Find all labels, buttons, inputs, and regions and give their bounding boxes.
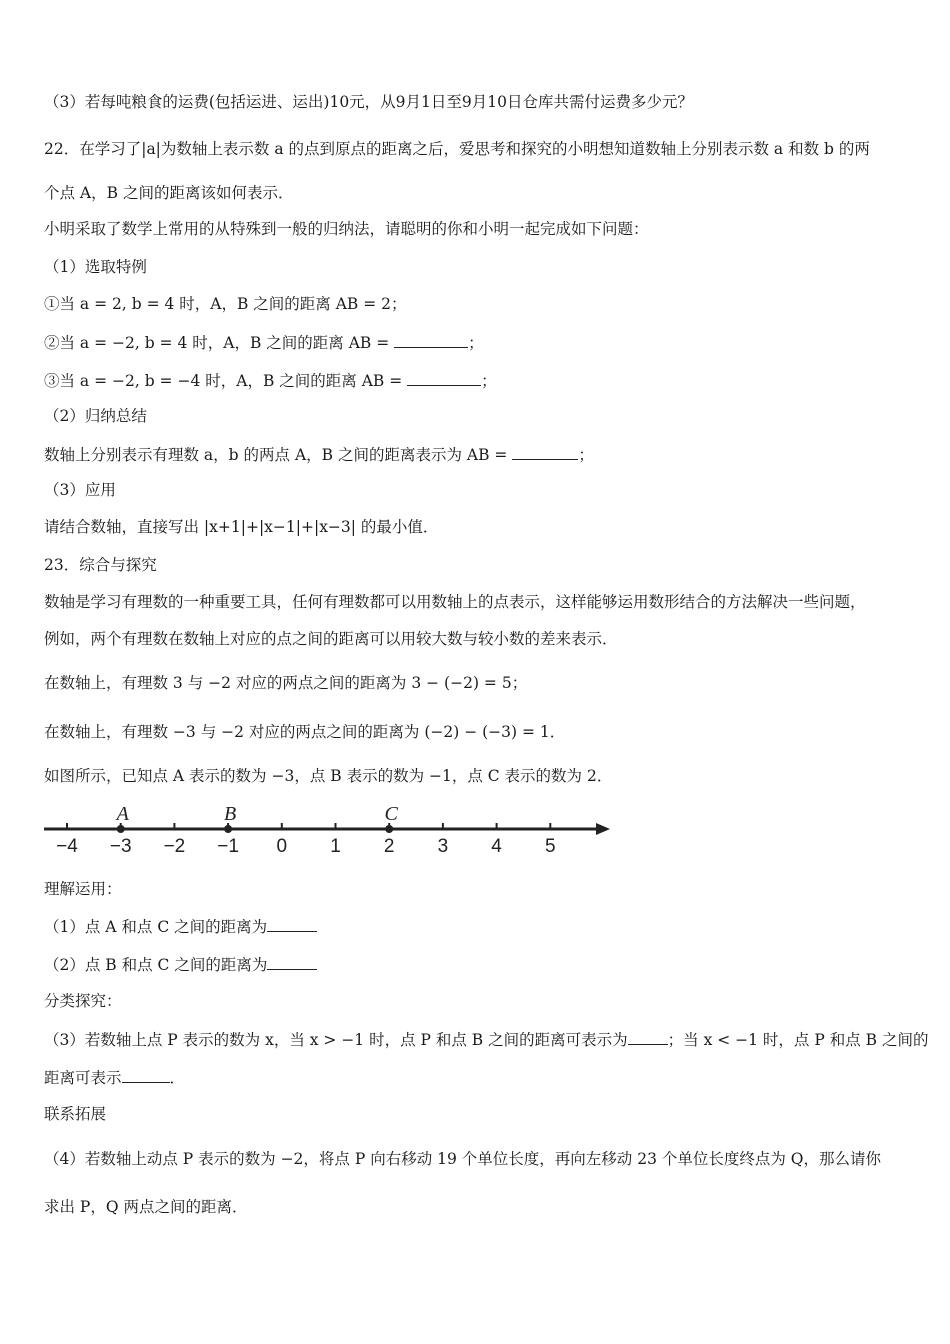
answer-blank[interactable] [394, 332, 468, 348]
point-a-label: A [116, 803, 129, 825]
problem-22-application: 请结合数轴，直接写出 |x+1|+|x−1|+|x−3| 的最小值． [44, 518, 439, 536]
number-line-figure [40, 800, 620, 866]
problem-23-part-2: （2）点 B 和点 C 之间的距离为 [44, 954, 317, 975]
problem-23-title: 23．综合与探究 [44, 556, 157, 574]
answer-blank[interactable] [267, 916, 317, 932]
number-line-tick-label: 4 [491, 836, 502, 857]
number-line-tick-label: 3 [437, 836, 449, 857]
problem-22-stem-2: 个点 A，B 之间的距离该如何表示． [44, 184, 294, 202]
section-extension: 联系拓展 [44, 1105, 107, 1123]
problem-23-intro-1: 数轴是学习有理数的一种重要工具，任何有理数都可以用数轴上的点表示，这样能够运用数形结合的方法解决一些问题， [44, 593, 866, 611]
number-line-tick-label: 5 [545, 836, 556, 857]
number-line-tick-label: −2 [163, 836, 186, 857]
problem-22-part-3-heading: （3）应用 [44, 481, 116, 499]
problem-23-part-3: （3）若数轴上点 P 表示的数为 x，当 x > −1 时，点 P 和点 B 之间的距离可表示为 ；当 x < −1 时，点 P 和点 B 之间的 [44, 1031, 929, 1049]
point-a-dot [117, 825, 125, 833]
point-c-label: C [384, 803, 398, 825]
number-line-tick-label: −4 [56, 836, 78, 857]
answer-blank[interactable] [407, 370, 481, 386]
problem-23-part-3-cont: 距离可表示 ． [44, 1069, 186, 1087]
section-understand-apply: 理解运用： [44, 880, 122, 898]
problem-23-example-2: 在数轴上，有理数 −3 与 −2 对应的两点之间的距离为 (−2) − (−3) = 1． [44, 723, 566, 741]
point-b-label: B [223, 803, 237, 825]
answer-blank[interactable] [267, 954, 317, 970]
problem-21-part-3: （3）若每吨粮食的运费(包括运进、运出)10元，从9月1日至9月10日仓库共需付运费多少元？ [44, 93, 693, 111]
problem-22-summary: 数轴上分别表示有理数 a，b 的两点 A，B 之间的距离表示为 AB = ； [44, 446, 594, 464]
problem-23-part-4-cont: 求出 P，Q 两点之间的距离． [44, 1198, 248, 1216]
arrow-right-icon [596, 823, 610, 835]
problem-22-part-2-heading: （2）归纳总结 [44, 407, 147, 425]
number-line-tick-label: 2 [383, 836, 395, 857]
problem-22-instruction: 小明采取了数学上常用的从特殊到一般的归纳法，请聪明的你和小明一起完成如下问题： [44, 220, 649, 238]
problem-23-figure-caption: 如图所示，已知点 A 表示的数为 −3，点 B 表示的数为 −1，点 C 表示的数为 2． [44, 767, 613, 785]
answer-blank[interactable] [512, 444, 578, 460]
problem-23-part-1: （1）点 A 和点 C 之间的距离为 [44, 916, 317, 937]
problem-22-case-3: ③当 a = −2, b = −4 时，A，B 之间的距离 AB = ； [44, 372, 497, 390]
problem-22-stem-1: 22．在学习了|a|为数轴上表示数 a 的点到原点的距离之后，爱思考和探究的小明想知道数轴上分别表示数 a 和数 b 的两 [44, 140, 870, 158]
number-line-tick-label: −3 [109, 836, 132, 857]
problem-23-example-1: 在数轴上，有理数 3 与 −2 对应的两点之间的距离为 3 − (−2) = 5； [44, 674, 528, 692]
section-classification: 分类探究： [44, 992, 122, 1010]
point-c-dot [385, 825, 393, 833]
problem-22-case-2: ②当 a = −2, b = 4 时，A，B 之间的距离 AB = ； [44, 334, 484, 352]
number-line-tick-label: −1 [217, 836, 239, 857]
number-line-tick-label: 1 [330, 836, 341, 857]
answer-blank[interactable] [628, 1029, 668, 1045]
problem-23-intro-2: 例如，两个有理数在数轴上对应的点之间的距离可以用较大数与较小数的差来表示． [44, 630, 618, 648]
problem-22-case-1: ①当 a = 2, b = 4 时，A，B 之间的距离 AB = 2； [44, 295, 407, 313]
problem-23-part-4: （4）若数轴上动点 P 表示的数为 −2，将点 P 向右移动 19 个单位长度，再向左移动 23 个单位长度终点为 Q，那么请你 [44, 1150, 881, 1168]
problem-22-part-1-heading: （1）选取特例 [44, 258, 147, 276]
point-b-dot [224, 825, 232, 833]
number-line-tick-label: 0 [276, 836, 288, 857]
answer-blank[interactable] [122, 1067, 170, 1083]
